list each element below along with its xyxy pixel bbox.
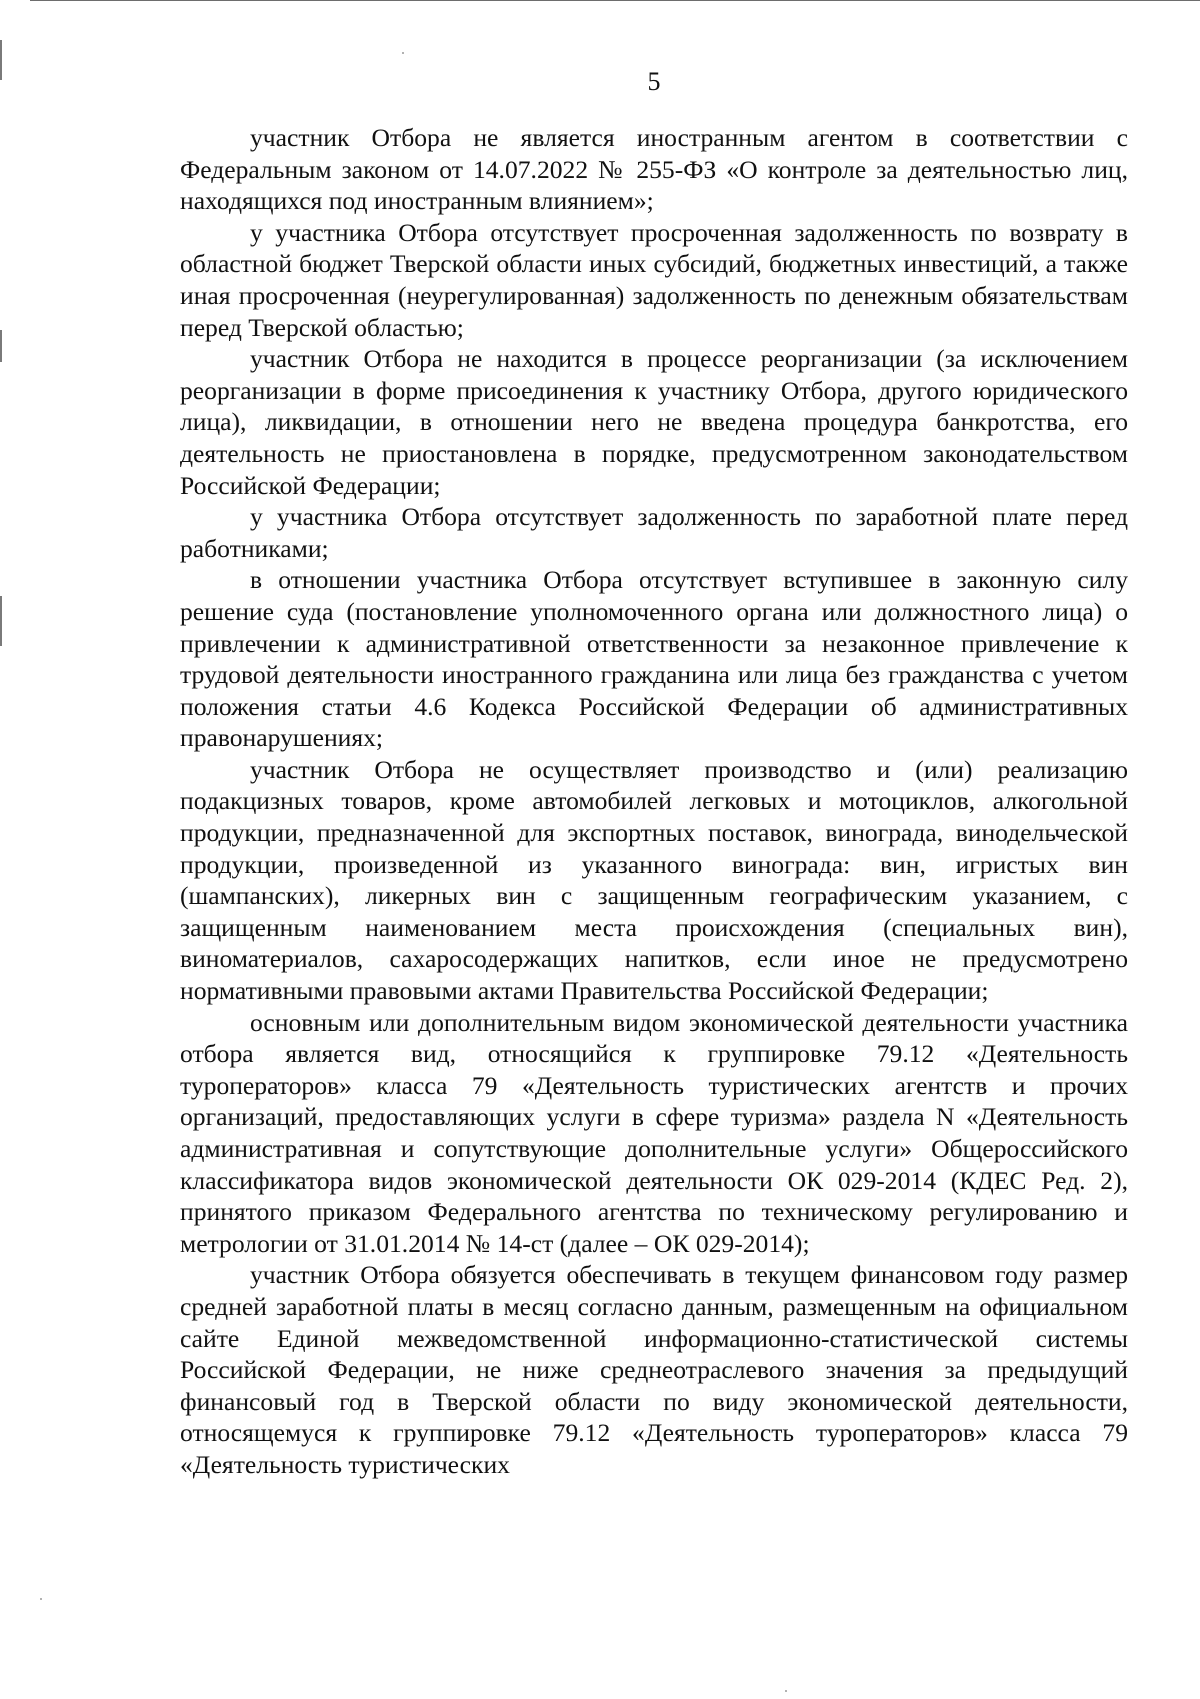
scan-left-edge-mark: [0, 596, 2, 646]
paragraph: у участника Отбора отсутствует просроченная задолженность по возврату в областной бюджет Тверской области иных субсидий, бюджетных инвестиций, а также иная просроченная (неурегулированная) задолженность по денежным обязательствам перед Тверской областью;: [180, 217, 1128, 342]
paragraph: в отношении участника Отбора отсутствует вступившее в законную силу решение суда (постановление уполномоченного органа или должностного лица) о привлечении к административной ответственности за незаконное привлечение к трудовой деятельности иностранного гражданина или лица без гражданства с учетом положения статьи 4.6 Кодекса Российской Федерации об административных правонарушениях;: [180, 565, 1128, 753]
paragraph: основным или дополнительным видом экономической деятельности участника отбора является вид, относящийся к группировке 79.12 «Деятельность туроператоров» класса 79 «Деятельность туристических агентств и прочих организаций, предоставляющих услуги в сфере туризма» раздела N «Деятельность административная и сопутствующие дополнительные услуги» Общероссийского классификатора видов экономической деятельности ОК 029-2014 (КДЕС Ред. 2), принятого приказом Федерального агентства по техническому регулированию и метрологии от 31.01.2014 № 14-ст (далее – ОК 029-2014);: [180, 1007, 1128, 1258]
scan-left-edge-mark: [0, 330, 2, 362]
paragraph: участник Отбора не является иностранным агентом в соответствии с Федеральным законом от 14.07.2022 № 255-ФЗ «О контроле за деятельностью лиц, находящихся под иностранным влиянием»;: [180, 123, 1128, 216]
paragraph: участник Отбора не осуществляет производство и (или) реализацию подакцизных товаров, кроме автомобилей легковых и мотоциклов, алкогольной продукции, предназначенной для экспортных поставок, винограда, винодельческой продукции, произведенной из указанного винограда: вин, игристых вин (шампанских), ликерных вин с защищенным географическим указанием, с защищенным наименованием места происхождения (специальных вин), виноматериалов, сахаросодержащих напитков, если иное не предусмотрено нормативными правовыми актами Правительства Российской Федерации;: [180, 754, 1128, 1006]
paragraph: участник Отбора обязуется обеспечивать в текущем финансовом году размер средней заработной платы в месяц согласно данным, размещенным на официальном сайте Единой межведомственной информационно-статистической системы Российской Федерации, не ниже среднеотраслевого значения за предыдущий финансовый год в Тверской области по виду экономической деятельности, относящемуся к группировке 79.12 «Деятельность туроператоров» класса 79 «Деятельность туристических: [180, 1260, 1128, 1479]
page-number: 5: [647, 67, 661, 96]
scan-top-edge: [30, 0, 1200, 1]
document-body: [180, 122, 1128, 1481]
scan-speck: [785, 1690, 787, 1692]
paragraph: у участника Отбора отсутствует задолженность по заработной плате перед работниками;: [180, 502, 1128, 563]
scan-speck: [402, 52, 404, 54]
paragraph: участник Отбора не находится в процессе реорганизации (за исключением реорганизации в форме присоединения к участнику Отбора, другого юридического лица), ликвидации, в отношении него не введена процедура банкротства, его деятельность не приостановлена в порядке, предусмотренном законодательством Российской Федерации;: [180, 344, 1128, 500]
scan-speck: [40, 1598, 42, 1600]
